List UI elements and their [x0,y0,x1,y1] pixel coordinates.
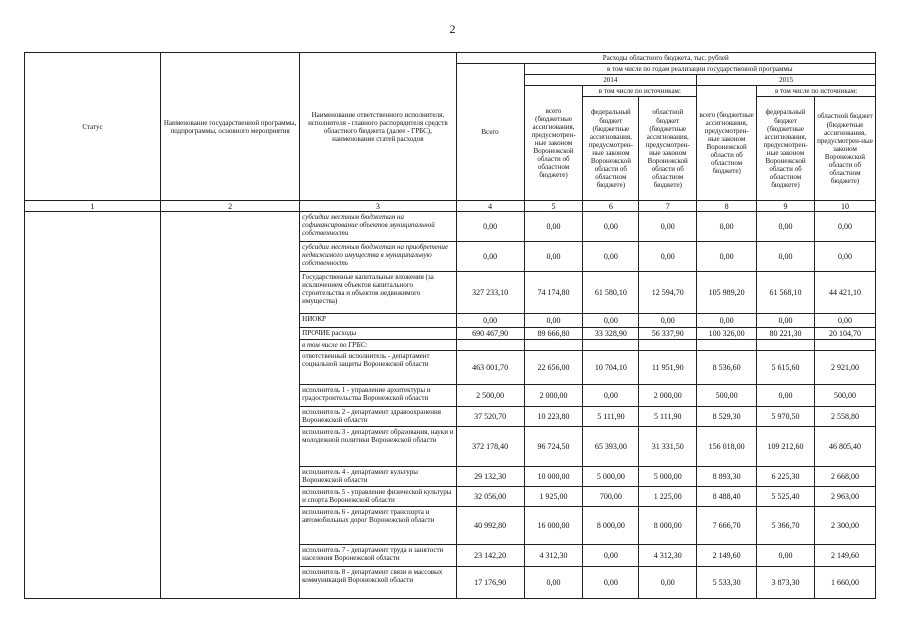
amount-cell: 2 921,00 [814,351,875,385]
amount-cell: 31 331,50 [639,427,697,467]
header-year-2014: 2014 [524,75,697,86]
amount-cell: 2 149,60 [814,545,875,567]
amount-cell: 44 421,10 [814,272,875,314]
status-cell [25,212,161,599]
amount-cell: 2 149,60 [697,545,757,567]
amount-cell: 65 393,00 [583,427,639,467]
amount-cell: 0,00 [639,567,697,599]
amount-cell: 96 724,50 [524,427,583,467]
amount-cell [583,340,639,351]
column-number: 6 [583,201,639,212]
amount-cell [639,340,697,351]
amount-cell: 5 970,50 [757,407,815,427]
amount-cell: 372 178,40 [456,427,524,467]
amount-cell: 61 568,10 [757,272,815,314]
column-number: 9 [757,201,815,212]
expense-item-name: исполнитель 4 - департамент культуры Воронежской области [300,467,456,487]
amount-cell: 11 951,90 [639,351,697,385]
amount-cell: 0,00 [757,385,815,407]
column-number: 5 [524,201,583,212]
amount-cell: 2 558,80 [814,407,875,427]
amount-cell: 156 018,00 [697,427,757,467]
amount-cell: 0,00 [757,314,815,328]
amount-cell: 0,00 [814,212,875,242]
header-regional-2015: областной бюджет (бюджетные ассигнования, предусмотрен-ные законом Воронежской области об областном бюджете) [814,97,875,201]
amount-cell: 29 132,30 [456,467,524,487]
program-cell [161,212,300,599]
header-by-sources-2014: в том числе по источникам: [583,86,697,97]
expense-item-name: в том числе по ГРБС: [300,340,456,351]
amount-cell: 10 000,00 [524,467,583,487]
amount-cell: 0,00 [583,385,639,407]
expense-item-name: исполнитель 7 - департамент труда и занятости населения Воронежской области [300,545,456,567]
expense-item-name: субсидии местным бюджетам на приобретение недвижимого имущества в муниципальную собственность [300,242,456,272]
amount-cell: 0,00 [524,242,583,272]
amount-cell: 40 992,80 [456,507,524,545]
table-row [25,212,876,242]
amount-cell: 4 312,30 [639,545,697,567]
amount-cell: 0,00 [583,242,639,272]
amount-cell: 327 233,10 [456,272,524,314]
amount-cell: 0,00 [639,212,697,242]
amount-cell: 500,00 [814,385,875,407]
amount-cell: 0,00 [583,212,639,242]
amount-cell: 2 000,00 [639,385,697,407]
expense-item-name: НИОКР [300,314,456,328]
column-number: 8 [697,201,757,212]
amount-cell: 0,00 [524,314,583,328]
amount-cell: 89 666,80 [524,328,583,340]
expense-item-name: субсидии местным бюджетам на софинансирование объектов муниципальной собственности [300,212,456,242]
amount-cell: 0,00 [456,242,524,272]
amount-cell: 5 615,60 [757,351,815,385]
amount-cell: 3 873,30 [757,567,815,599]
header-all-2014: всего (бюджетные ассигнования, предусмотрен-ные законом Воронежской области об областном бюджете) [524,86,583,201]
amount-cell: 56 337,90 [639,328,697,340]
amount-cell: 5 000,00 [639,467,697,487]
amount-cell: 2 300,00 [814,507,875,545]
amount-cell: 0,00 [814,242,875,272]
amount-cell: 8 000,00 [583,507,639,545]
column-number: 10 [814,201,875,212]
amount-cell: 0,00 [583,567,639,599]
budget-table [24,52,876,599]
expense-item-name: исполнитель 2 - департамент здравоохранения Воронежской области [300,407,456,427]
amount-cell: 0,00 [639,314,697,328]
amount-cell: 5 525,40 [757,487,815,507]
column-number: 7 [639,201,697,212]
amount-cell: 10 223,80 [524,407,583,427]
amount-cell: 0,00 [583,314,639,328]
amount-cell: 8 529,30 [697,407,757,427]
amount-cell: 46 805,40 [814,427,875,467]
header-federal-2015: федеральный бюджет (бюджетные ассигнования, предусмотрен-ные законом Воронежской области об областном бюджете) [757,97,815,201]
expense-item-name: ответственный исполнитель - департамент социальной защиты Воронежской области [300,351,456,385]
amount-cell: 5 111,90 [583,407,639,427]
amount-cell: 37 520,70 [456,407,524,427]
amount-cell: 33 328,90 [583,328,639,340]
amount-cell [697,340,757,351]
amount-cell: 500,00 [697,385,757,407]
amount-cell: 23 142,20 [456,545,524,567]
expense-item-name: исполнитель 6 - департамент транспорта и автомобильных дорог Воронежской области [300,507,456,545]
amount-cell: 700,00 [583,487,639,507]
amount-cell: 2 000,00 [524,385,583,407]
amount-cell: 1 225,00 [639,487,697,507]
amount-cell: 0,00 [697,314,757,328]
amount-cell: 6 225,30 [757,467,815,487]
amount-cell: 12 594,70 [639,272,697,314]
expense-item-name: ПРОЧИЕ расходы [300,328,456,340]
expense-item-name: исполнитель 5 - управление физической культуры и спорта Воронежской области [300,487,456,507]
header-expenses-title: Расходы областного бюджета, тыс. рублей [456,53,875,64]
amount-cell: 7 666,70 [697,507,757,545]
header-total: Всего [456,64,524,201]
amount-cell: 2 668,00 [814,467,875,487]
amount-cell: 32 056,00 [456,487,524,507]
expense-item-name: исполнитель 1 - управление архитектуры и градостроительства Воронежской области [300,385,456,407]
column-number: 3 [300,201,456,212]
amount-cell [814,340,875,351]
amount-cell: 0,00 [639,242,697,272]
amount-cell: 20 104,70 [814,328,875,340]
amount-cell: 5 000,00 [583,467,639,487]
amount-cell: 74 174,80 [524,272,583,314]
amount-cell [524,340,583,351]
header-year-2015: 2015 [697,75,876,86]
header-executor-name: Наименование ответственного исполнителя, исполнителя - главного распорядителя средств областного бюджета (далее - ГРБС), наименование статей расходов [300,53,456,201]
expense-item-name: исполнитель 3 - департамент образования, науки и молодежной политики Воронежской области [300,427,456,467]
column-number-row [25,201,876,212]
amount-cell: 109 212,60 [757,427,815,467]
amount-cell: 2 500,00 [456,385,524,407]
expense-item-name: исполнитель 8 - департамент связи и массовых коммуникаций Воронежской области [300,567,456,599]
amount-cell: 0,00 [814,314,875,328]
amount-cell: 17 176,90 [456,567,524,599]
amount-cell: 80 221,30 [757,328,815,340]
amount-cell: 1 660,00 [814,567,875,599]
page-number: 2 [449,22,456,36]
header-regional-2014: областной бюджет (бюджетные ассигнования, предусмотрен-ные законом Воронежской области об областном бюджете) [639,97,697,201]
amount-cell: 105 989,20 [697,272,757,314]
amount-cell: 8 000,00 [639,507,697,545]
header-by-sources-2015: в том числе по источникам: [757,86,876,97]
amount-cell: 0,00 [456,314,524,328]
amount-cell: 5 366,70 [757,507,815,545]
header-all-2015: всего (бюджетные ассигнования, предусмотрен-ные законом Воронежской области об областном бюджете) [697,86,757,201]
amount-cell: 0,00 [456,212,524,242]
amount-cell: 0,00 [524,567,583,599]
amount-cell: 5 533,30 [697,567,757,599]
header-status: Статус [25,53,161,201]
column-number: 2 [161,201,300,212]
amount-cell: 8 536,60 [697,351,757,385]
header-by-years: в том числе по годам реализации государственной программы [524,64,875,75]
amount-cell: 2 963,00 [814,487,875,507]
amount-cell: 5 111,90 [639,407,697,427]
amount-cell: 100 326,00 [697,328,757,340]
amount-cell: 0,00 [697,212,757,242]
amount-cell: 690 467,90 [456,328,524,340]
amount-cell: 4 312,30 [524,545,583,567]
amount-cell: 0,00 [757,212,815,242]
amount-cell: 463 001,70 [456,351,524,385]
amount-cell: 0,00 [583,545,639,567]
amount-cell: 8 488,40 [697,487,757,507]
amount-cell: 22 656,00 [524,351,583,385]
amount-cell: 0,00 [757,545,815,567]
amount-cell: 0,00 [697,242,757,272]
header-program-name: Наименование государственной программы, подпрограммы, основного мероприятия [161,53,300,201]
amount-cell: 0,00 [524,212,583,242]
amount-cell [757,340,815,351]
amount-cell: 0,00 [757,242,815,272]
amount-cell: 10 704,10 [583,351,639,385]
column-number: 1 [25,201,161,212]
expense-item-name: Государственные капитальные вложения (за исключением объектов капитального строительства и объектов недвижимого имущества) [300,272,456,314]
amount-cell: 8 893,30 [697,467,757,487]
header-federal-2014: федеральный бюджет (бюджетные ассигнования, предусмотрен-ные законом Воронежской области об областном бюджете) [583,97,639,201]
amount-cell: 1 925,00 [524,487,583,507]
amount-cell [456,340,524,351]
column-number: 4 [456,201,524,212]
amount-cell: 61 580,10 [583,272,639,314]
amount-cell: 16 000,00 [524,507,583,545]
